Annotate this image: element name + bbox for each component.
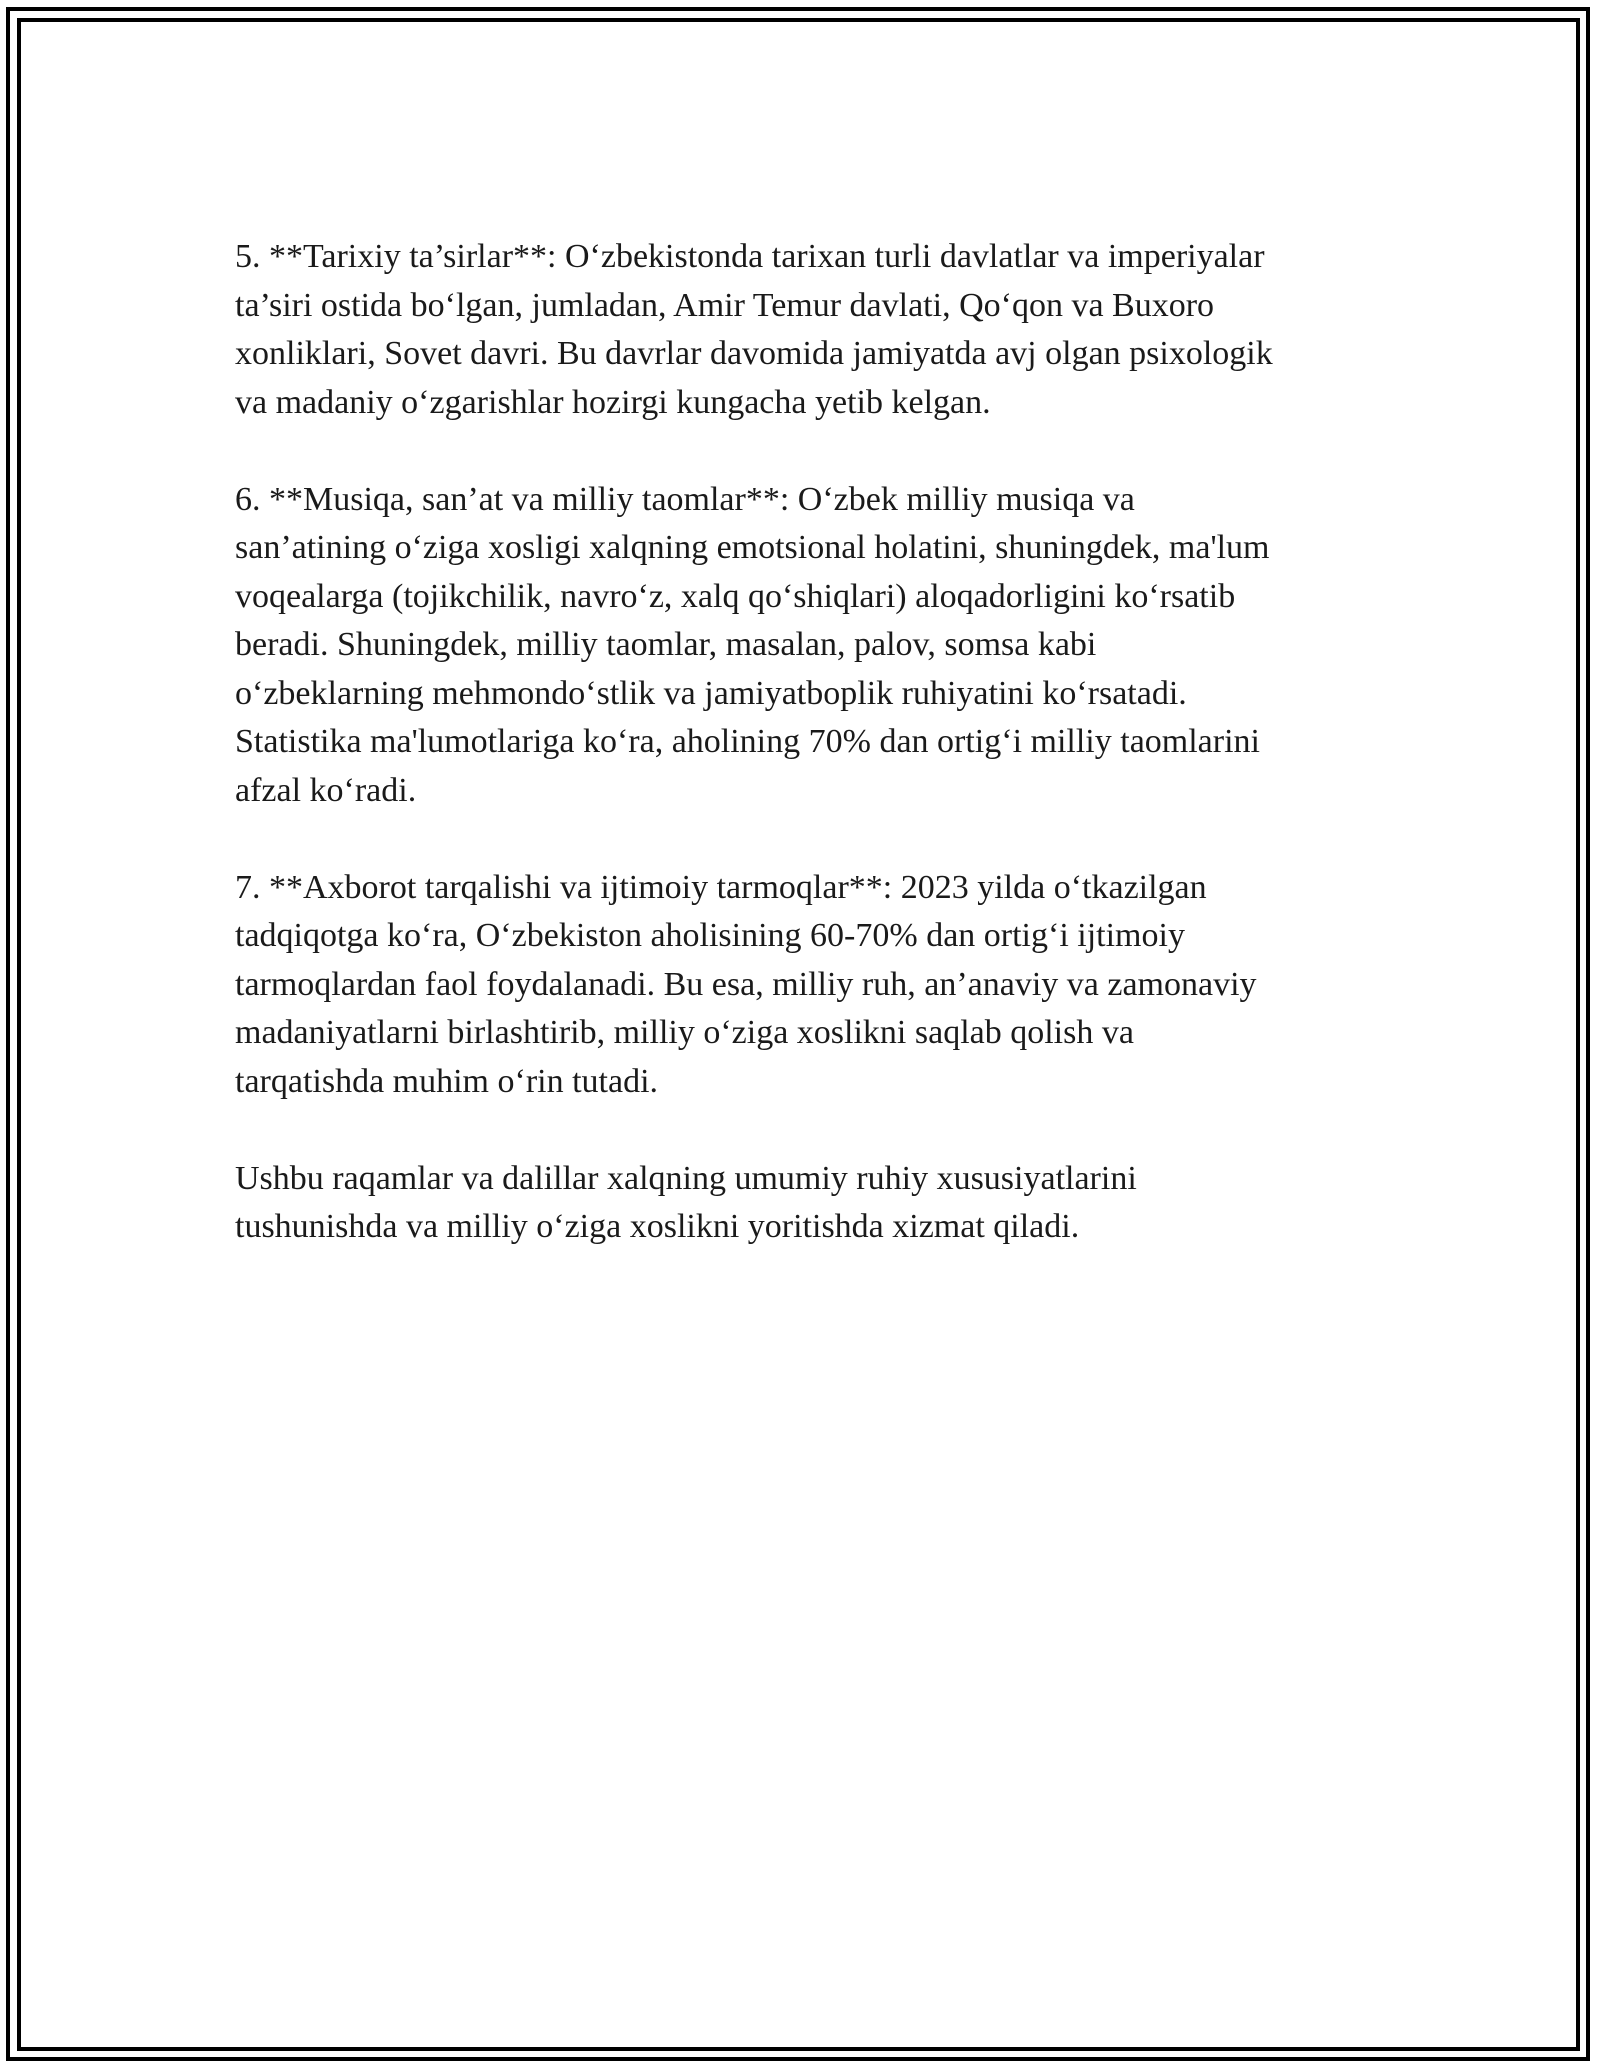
paragraph-music-art-cuisine: 6. **Musiqa, san’at va milliy taomlar**: O‘zbek milliy musiqa va san’atining o‘ziga xosligi xalqning emotsional holatini, shuningdek, ma'lum voqealarga (tojikchilik, navro‘z, xalq qo‘shiqlari) aloqadorligini ko‘rsatib beradi. Shuningdek, milliy taomlar, masalan, palov, somsa kabi o‘zbeklarning mehmondo‘stlik va jamiyatboplik ruhiyatini ko‘rsatadi. Statistika ma'lumotlariga ko‘ra, aholining 70% dan ortig‘i milliy taomlarini afzal ko‘radi. <box>235 480 1270 809</box>
document-body <box>235 233 1375 1252</box>
paragraph-information-social-networks: 7. **Axborot tarqalishi va ijtimoiy tarmoqlar**: 2023 yilda o‘tkazilgan tadqiqotga ko‘ra, O‘zbekiston aholisining 60-70% dan ortig‘i ijtimoiy tarmoqlardan faol foydalanadi. Bu esa, milliy ruh, an’anaviy va zamonaviy madaniyatlarni birlashtirib, milliy o‘ziga xoslikni saqlab qolish va tarqatishda muhim o‘rin tutadi. <box>235 868 1257 1100</box>
paragraph-historical-influences: 5. **Tarixiy ta’sirlar**: O‘zbekistonda tarixan turli davlatlar va imperiyalar ta’siri ostida bo‘lgan, jumladan, Amir Temur davlati, Qo‘qon va Buxoro xonliklari, Sovet davri. Bu davrlar davomida jamiyatda avj olgan psixologik va madaniy o‘zgarishlar hozirgi kungacha yetib kelgan. <box>235 238 1273 421</box>
paragraph-conclusion: Ushbu raqamlar va dalillar xalqning umumiy ruhiy xususiyatlarini tushunishda va milliy o‘ziga xoslikni yoritishda xizmat qiladi. <box>235 1159 1137 1245</box>
